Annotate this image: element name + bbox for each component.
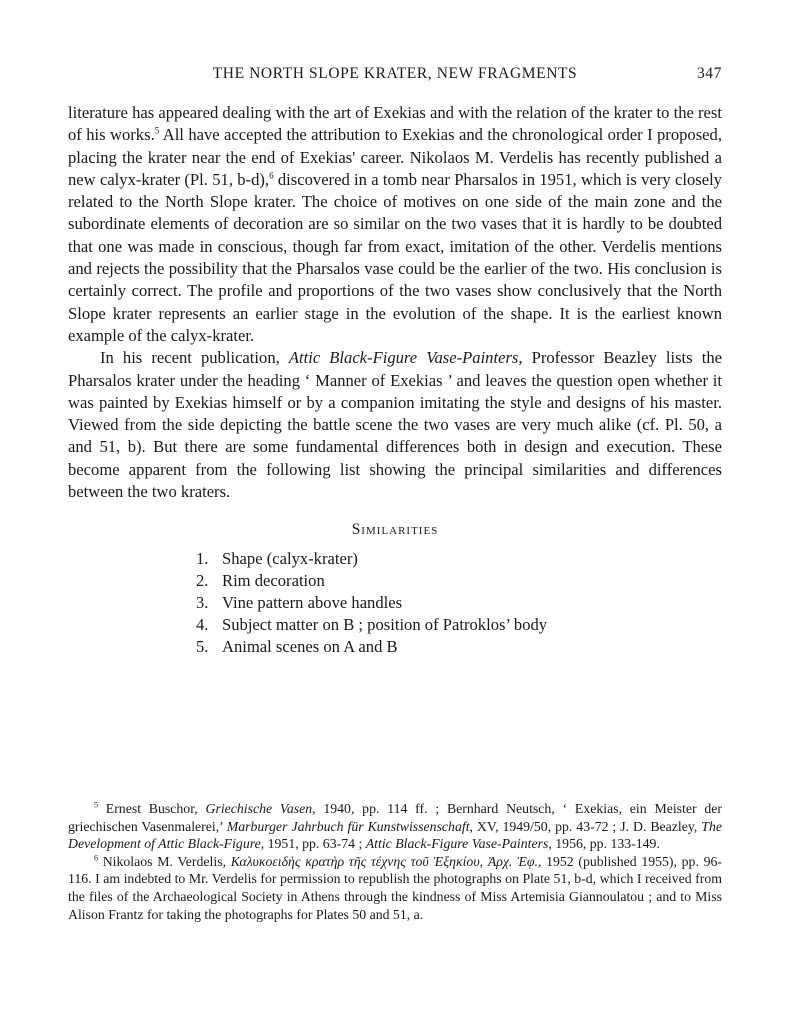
paragraph-2 [68, 347, 722, 503]
list-item-text: Shape (calyx-krater) [222, 548, 358, 568]
list-item [196, 570, 722, 592]
similarities-heading: Similarities [351, 521, 439, 539]
footnote-5 [68, 800, 722, 853]
footnote-ref-5: 5 [154, 125, 160, 136]
book-title: Attic Black-Figure Vase-Painters [288, 348, 519, 368]
page [68, 62, 722, 922]
footnote-italic: Ἀρχ. Ἐφ. [487, 853, 538, 869]
list-item-number: 5. [196, 637, 209, 657]
footnote-italic: Griechische Vasen [205, 801, 313, 816]
list-item-number: 3. [196, 593, 209, 613]
footnote-italic: Καλυκοειδὴς κρατὴρ τῆς τέχνης τοῦ Ἐξηκίου [230, 853, 480, 869]
footnote-marker: 6 [94, 853, 98, 863]
running-head [68, 62, 722, 88]
list-item [196, 614, 722, 636]
paragraph-2-text-b: , Professor Beazley lists the Pharsalos krater under the heading ‘ Manner of Exekias ’ and leaves the question open whether it was painted by Exekias himself or by a companion imitating the style and designs of his master. Viewed from the side depicting the battle scene the two vases are very much alike (cf. Pl. 50, a and 51, b). But there are some fundamental differences both in design and execution. These become apparent from the following list showing the principal similarities and differences between the two kraters. [68, 348, 722, 502]
list-item-text: Animal scenes on A and B [222, 637, 398, 657]
list-item [196, 636, 722, 658]
list-item-text: Subject matter on B ; position of Patroklos’ body [222, 615, 548, 635]
paragraph-1 [68, 102, 722, 347]
paragraph-2-text-a: In his recent publication, [100, 348, 289, 368]
paragraph-1-text-c: discovered in a tomb near Pharsalos in 1951, which is very closely related to the North Slope krater. The choice of motives on one side of the main zone and the subordinate elements of decoration are so similar on the two vases that it is hardly to be doubted that one was made in conscious, though far from exact, imitation of the other. Verdelis mentions and rejects the possibility that the Pharsalos vase could be the earlier of the two. His conclusion is certainly correct. The profile and proportions of the two vases show conclusively that the North Slope krater represents an earlier stage in the evolution of the shape. It is the earliest known example of the calyx-krater. [68, 169, 722, 345]
footnote-italic: Attic Black-Figure Vase-Painters [365, 836, 549, 852]
footnote-italic: The Development of Attic Black-Figure [68, 818, 722, 852]
page-number: 347 [696, 65, 722, 82]
footnote-text: , XV, 1949/50, pp. 43-72 ; J. D. Beazley, [469, 818, 702, 834]
body-text [68, 102, 722, 659]
similarities-list [196, 548, 722, 659]
list-item-number: 1. [196, 548, 209, 568]
list-item [196, 592, 722, 614]
running-title: THE NORTH SLOPE KRATER, NEW FRAGMENTS [212, 65, 578, 82]
footnote-text: , 1952 (published 1955), pp. 96-116. I am indebted to Mr. Verdelis for permission to republish the photographs on Plate 51, b-d, which I received from the files of the Archaeological Society in Athens through the kindness of Miss Artemisia Giannoulatou ; and to Miss Alison Frantz for taking the photographs for Plates 50 and 51, a. [68, 853, 722, 922]
paragraph-1-text-a: literature has appeared dealing with the art of Exekias and with the relation of the krater to the rest of his works. [68, 103, 722, 145]
footnote-text: , 1940, pp. 114 ff. ; Bernhard Neutsch, ‘ Exekias, ein Meister der griechischen Vasenmalerei,’ [68, 801, 722, 834]
list-item-text: Rim decoration [222, 570, 325, 590]
footnote-ref-6: 6 [269, 170, 274, 181]
footnotes [68, 800, 722, 923]
footnote-text: Nikolaos M. Verdelis, [98, 853, 231, 869]
list-item-number: 4. [196, 615, 209, 635]
footnote-marker: 5 [94, 800, 98, 810]
footnote-text: , [479, 853, 488, 869]
footnote-text: , 1951, pp. 63-74 ; [260, 836, 366, 852]
paragraph-1-text-b: All have accepted the attribution to Exekias and the chronological order I proposed, placing the krater near the end of Exekias' career. Nikolaos M. Verdelis has recently published a new calyx-krater (Pl. 51, b-d), [68, 125, 722, 189]
list-item-number: 2. [196, 570, 209, 590]
list-item-text: Vine pattern above handles [222, 593, 403, 613]
footnote-6 [68, 853, 722, 923]
footnote-italic: Marburger Jahrbuch für Kunstwissenschaft [226, 818, 470, 834]
footnote-text: Ernest Buschor, [98, 801, 206, 816]
footnote-text: , 1956, pp. 133-149. [548, 836, 660, 852]
list-item [196, 548, 722, 570]
